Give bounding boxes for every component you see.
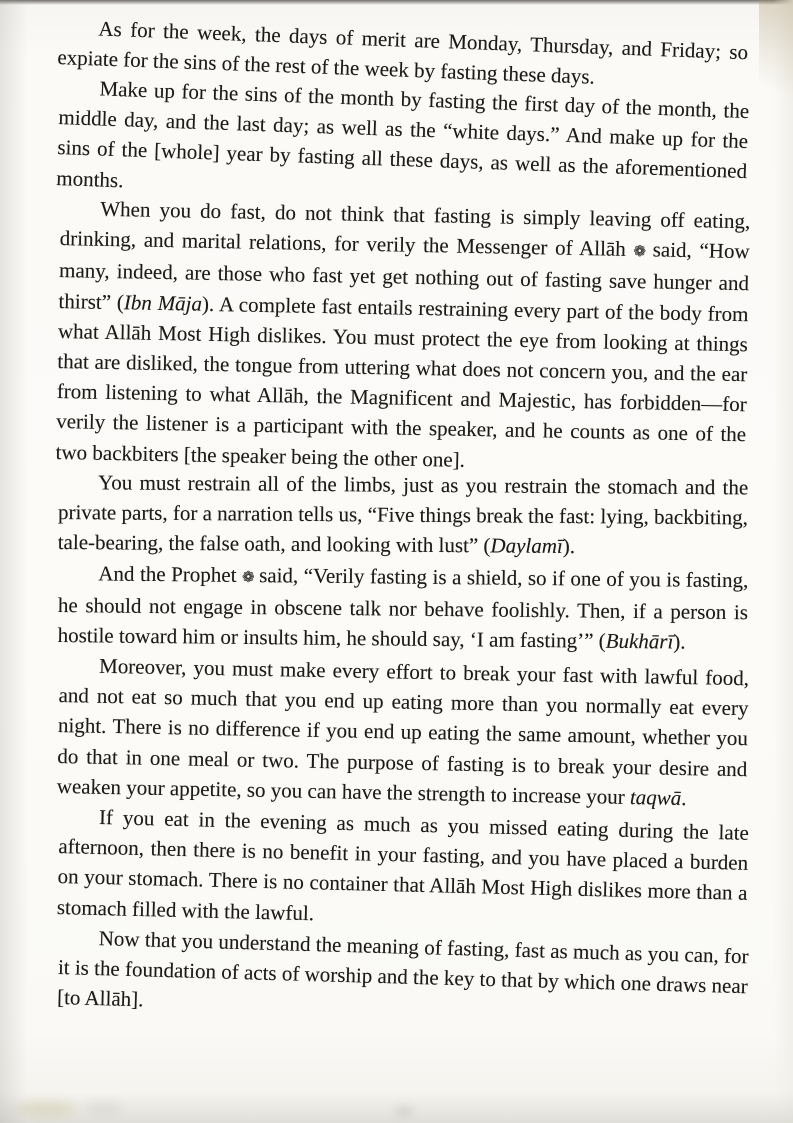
pbuh-symbol-icon: ❁: [241, 567, 254, 586]
text-run: said, “Verily fasting is a shield, so if one of you is fasting, he should not engage in obscene talk nor behave foolishly. Then, if a person is hostile toward him or insults him, he should say, ‘I am fasting’” (: [57, 562, 749, 653]
text-run: Now that you understand the meaning of fasting, fast as much as you can, for it is the foundation of acts of worship and the key to that by which one draws near [to Allāh].: [56, 926, 749, 1012]
paragraph: [57, 650, 750, 814]
italic-term: taqwā: [629, 785, 682, 811]
text-run: ).: [562, 534, 576, 559]
pbuh-symbol-icon: ❁: [633, 242, 646, 261]
text-run: said, “How many, indeed, are those who fast yet get nothing out of fasting save hunger and thirst” (: [58, 237, 750, 315]
text-run: ).: [673, 629, 686, 654]
paragraph: [58, 558, 749, 658]
text-run: Make up for the sins of the month by fasting the first day of the month, the middle day, and the last day; as well as the “white days.” And make up for the sins of the [whole] year by fasting all these days, as well as the aforementioned months.: [56, 76, 750, 193]
paragraph: [58, 467, 749, 563]
italic-term: Ibn Māja: [123, 290, 203, 316]
scan-smudge: [86, 1103, 122, 1113]
text-run: .: [681, 786, 687, 811]
scan-smudge: [16, 1101, 76, 1117]
text-run: Moreover, you must make every effort to break your fast with lawful food, and not eat so much that you end up eating more than you normally eat every night. There is no difference if you end up eating the same amount, whether you do that in one meal or two. The purpose of fasting is to break your desire and weaken your appetite, so you can have the strength to increase your: [56, 654, 750, 810]
text-run: And the Prophet: [98, 561, 243, 587]
scan-edge-right: [773, 0, 793, 1123]
paragraph: [57, 922, 749, 1032]
scan-edge-left: [0, 0, 28, 1123]
scan-smudge: [396, 1108, 412, 1115]
page-text: [55, 12, 751, 1013]
scan-edge-bottom: [0, 1093, 793, 1123]
text-run: When you do fast, do not think that fasting is simply leaving off eating, drinking, and marital relations, for verily the Messenger of Allāh: [59, 197, 751, 262]
scan-corner-top-right: [759, 0, 793, 140]
italic-term: Daylamī: [490, 533, 563, 559]
scan-edge-top: [0, 0, 793, 5]
text-run: ). A complete fast entails restraining every part of the body from what Allāh Most High dislikes. You must protect the eye from looking at things that are disliked, the tongue from uttering what does not concern you, and the ear from listening to what Allāh, the Magnificent and Majestic, has forbidden—for verily the listener is a participant with the speaker, and he counts as one of the two backbiters [the speaker being the other one].: [55, 291, 749, 472]
text-run: You must restrain all of the limbs, just as you restrain the stomach and the private parts, for a narration tells us, “Five things break the fast: lying, backbiting, tale-bearing, the false oath, and looking with lust” (: [57, 470, 749, 558]
text-run: As for the week, the days of merit are Monday, Thursday, and Friday; so expiate for the sins of the rest of the week by fasting these days.: [57, 16, 749, 89]
paragraph: [55, 193, 750, 480]
paragraph: [57, 801, 750, 939]
text-run: If you eat in the evening as much as you missed eating during the late afternoon, then there is no benefit in your fasting, and you have placed a burden on your stomach. There is no container that Allāh Most High dislikes more than a stomach filled with the lawful.: [56, 805, 750, 926]
italic-term: Bukhārī: [605, 628, 674, 654]
